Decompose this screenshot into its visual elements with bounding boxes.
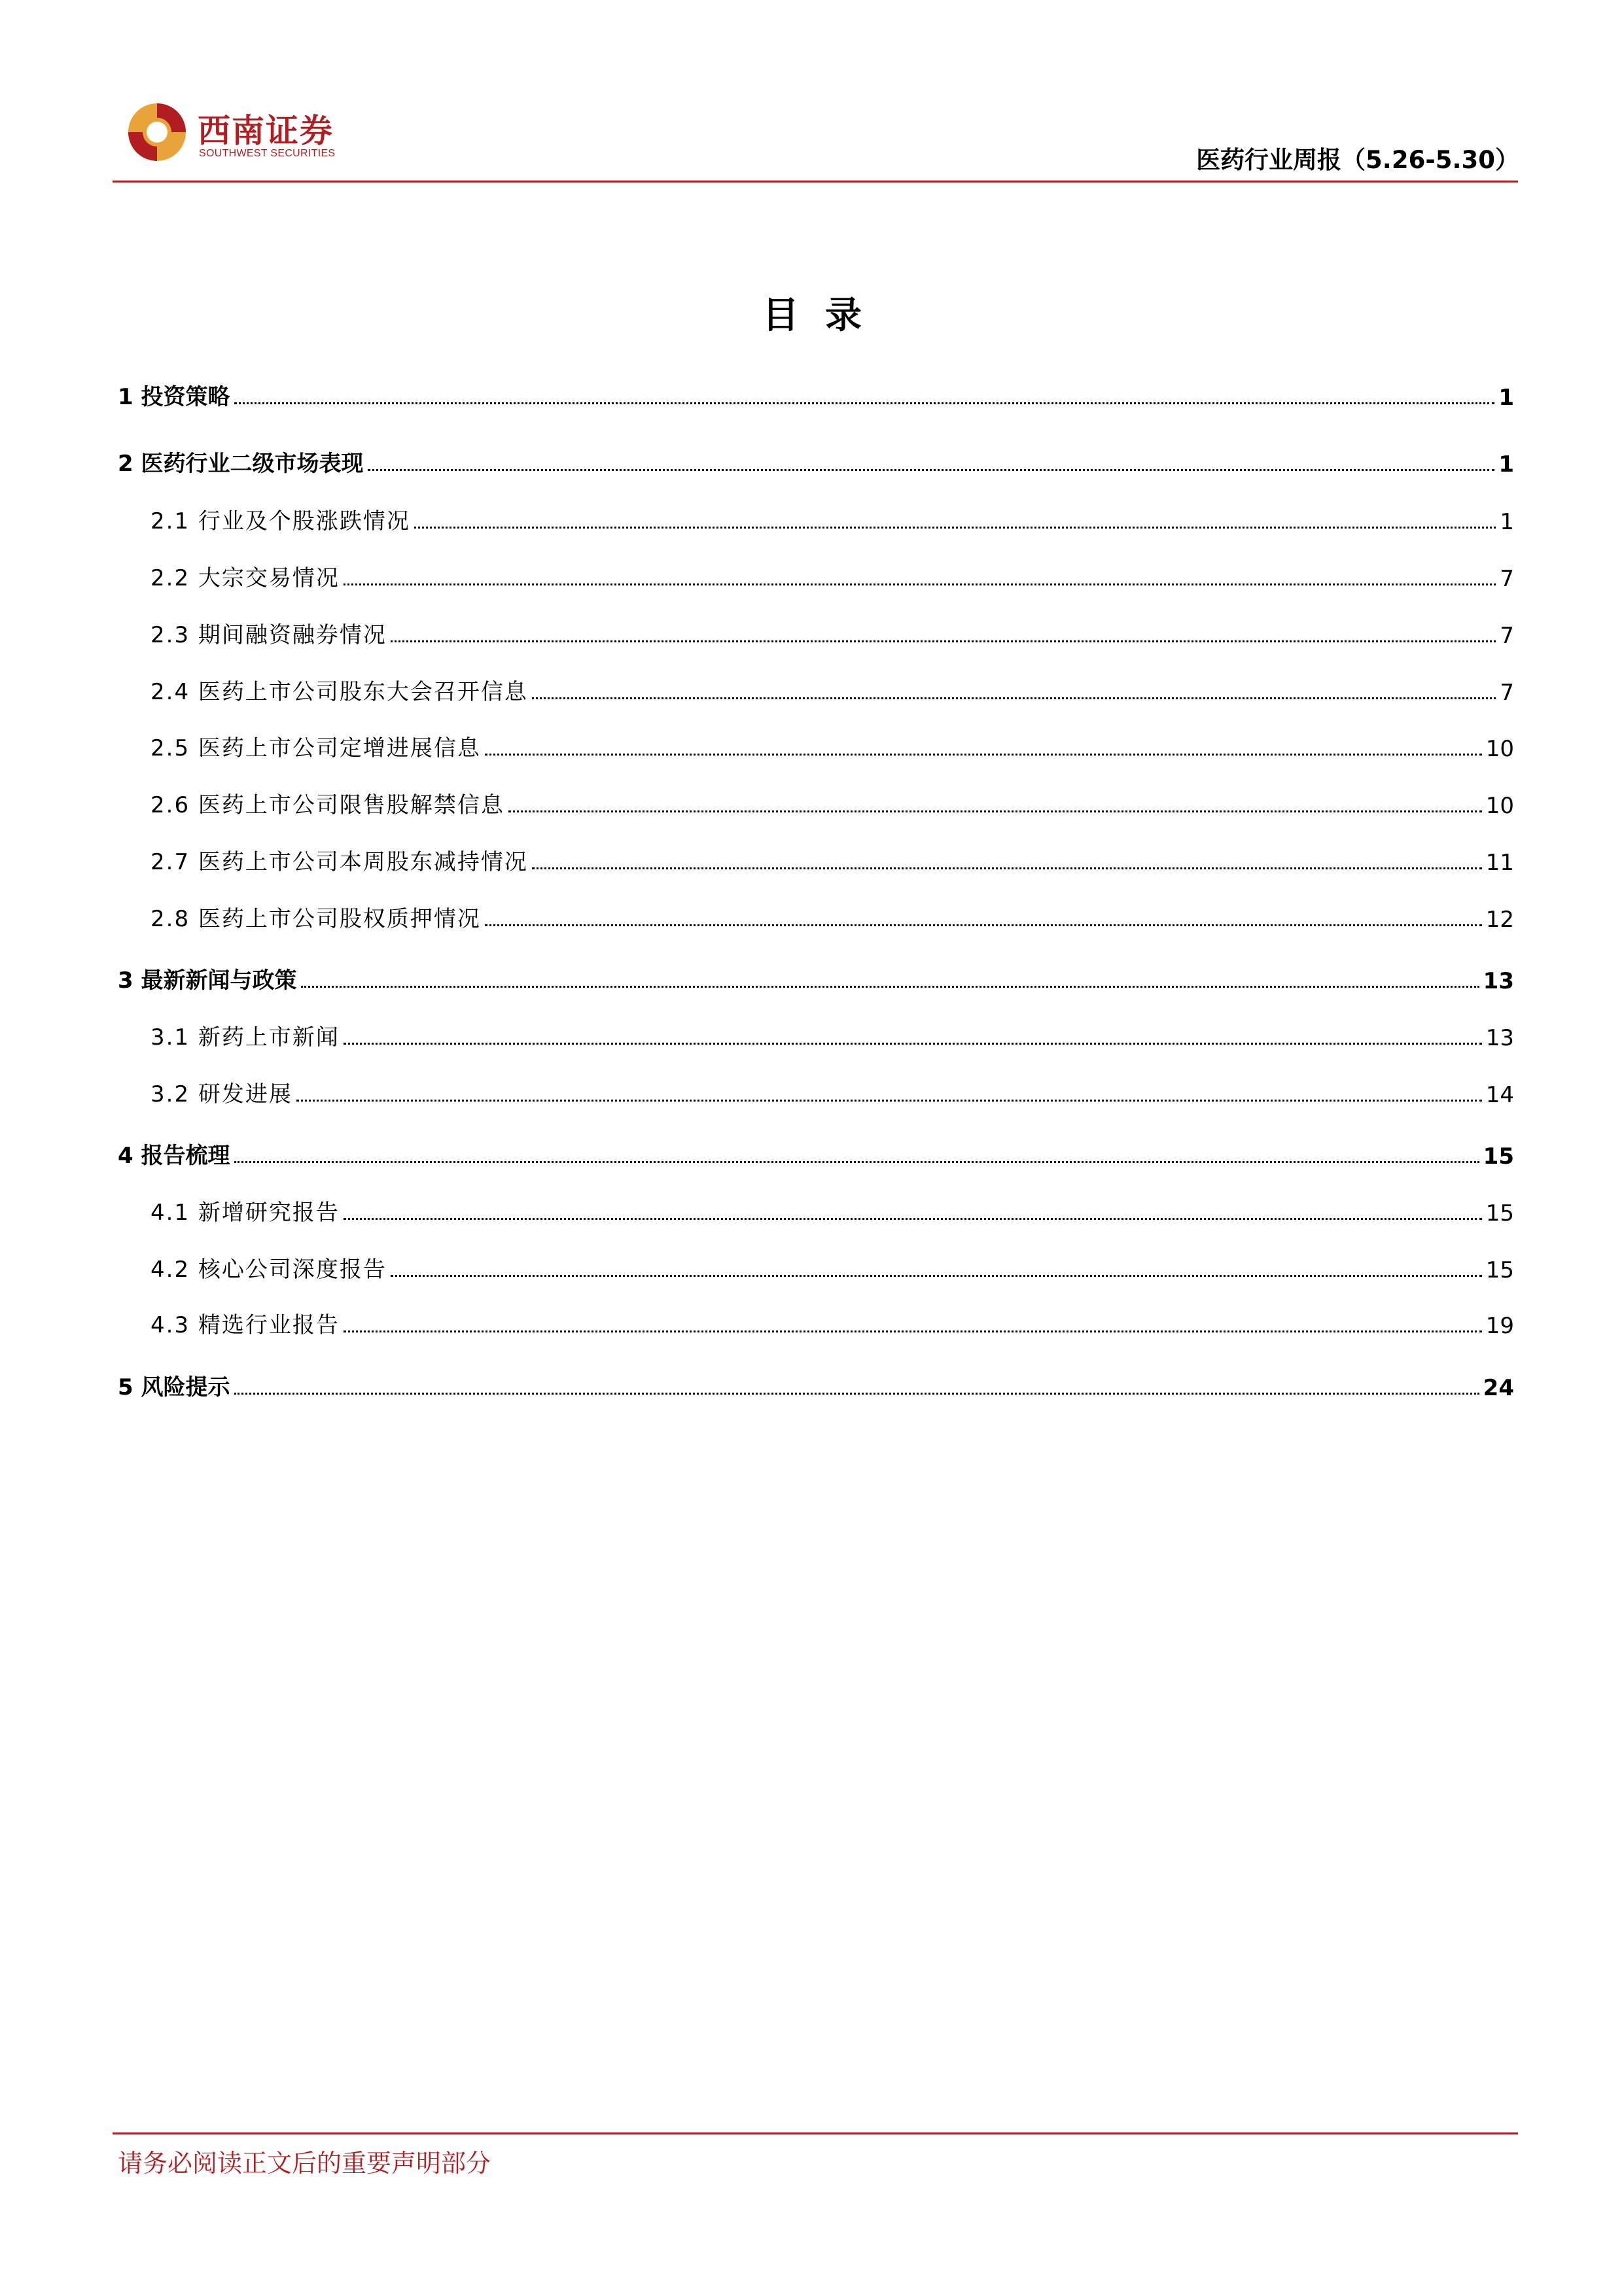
toc-page-number: 12 bbox=[1485, 907, 1514, 933]
toc-entry-label: 2.5 医药上市公司定增进展信息 bbox=[150, 735, 481, 761]
toc-subsection-entry[interactable] bbox=[118, 1075, 1514, 1108]
toc-dot-leader bbox=[344, 583, 1496, 585]
toc-page-number: 19 bbox=[1485, 1313, 1514, 1339]
toc-subsection-entry[interactable] bbox=[118, 502, 1514, 535]
toc-title: 目录 bbox=[762, 294, 888, 337]
company-logo bbox=[124, 97, 334, 169]
toc-page-number: 15 bbox=[1485, 1257, 1514, 1283]
toc-subsection-entry[interactable] bbox=[118, 1251, 1514, 1283]
toc-entry-label: 2.7 医药上市公司本周股东减持情况 bbox=[150, 849, 528, 875]
logo-emblem-icon bbox=[124, 99, 190, 165]
toc-dot-leader bbox=[485, 754, 1482, 756]
toc-page-number: 1 bbox=[1498, 451, 1514, 478]
toc-dot-leader bbox=[532, 867, 1482, 869]
toc-dot-leader bbox=[414, 527, 1496, 529]
toc-section-entry[interactable] bbox=[118, 1137, 1514, 1170]
toc-section-entry[interactable] bbox=[118, 378, 1514, 411]
toc-subsection-entry[interactable] bbox=[118, 1018, 1514, 1051]
toc-page-number: 1 bbox=[1500, 509, 1514, 535]
toc-dot-leader bbox=[234, 1161, 1479, 1163]
toc-section-entry[interactable] bbox=[118, 445, 1514, 478]
toc-page-number: 7 bbox=[1500, 566, 1514, 592]
toc-entry-label: 4.1 新增研究报告 bbox=[150, 1200, 340, 1226]
logo-text-cn: 西南证券 bbox=[198, 111, 334, 150]
toc-entry-label: 2 医药行业二级市场表现 bbox=[118, 451, 364, 477]
toc-section-entry[interactable] bbox=[118, 962, 1514, 994]
toc-dot-leader bbox=[234, 1393, 1479, 1395]
toc-entry-label: 2.8 医药上市公司股权质押情况 bbox=[150, 906, 481, 932]
toc-entry-label: 3.1 新药上市新闻 bbox=[150, 1024, 340, 1051]
toc-page-number: 15 bbox=[1485, 1200, 1514, 1226]
toc-dot-leader bbox=[344, 1331, 1482, 1332]
toc-page-number: 13 bbox=[1483, 968, 1514, 994]
toc-subsection-entry[interactable] bbox=[118, 900, 1514, 933]
toc-page-number: 1 bbox=[1498, 385, 1514, 411]
toc-entry-label: 4.2 核心公司深度报告 bbox=[150, 1257, 387, 1283]
toc-dot-leader bbox=[301, 986, 1479, 988]
toc-page-number: 10 bbox=[1485, 793, 1514, 819]
toc-entry-label: 1 投资策略 bbox=[118, 384, 230, 410]
toc-entry-label: 2.4 医药上市公司股东大会召开信息 bbox=[150, 679, 528, 705]
toc-subsection-entry[interactable] bbox=[118, 729, 1514, 762]
toc-entry-label: 3.2 研发进展 bbox=[150, 1081, 292, 1107]
toc-section-entry[interactable] bbox=[118, 1368, 1514, 1401]
toc-page-number: 14 bbox=[1485, 1082, 1514, 1108]
toc-subsection-entry[interactable] bbox=[118, 1306, 1514, 1339]
toc-subsection-entry[interactable] bbox=[118, 786, 1514, 819]
toc-page-number: 11 bbox=[1485, 850, 1514, 876]
toc-dot-leader bbox=[368, 469, 1495, 471]
toc-subsection-entry[interactable] bbox=[118, 1194, 1514, 1226]
toc-entry-label: 4.3 精选行业报告 bbox=[150, 1312, 340, 1338]
toc-page-number: 13 bbox=[1485, 1025, 1514, 1051]
toc-dot-leader bbox=[344, 1218, 1482, 1220]
toc-dot-leader bbox=[508, 810, 1482, 812]
toc-page-number: 15 bbox=[1483, 1143, 1514, 1170]
toc-page-number: 7 bbox=[1500, 623, 1514, 649]
toc-entry-label: 3 最新新闻与政策 bbox=[118, 967, 297, 994]
toc-subsection-entry[interactable] bbox=[118, 616, 1514, 649]
disclaimer-note: 请务必阅读正文后的重要声明部分 bbox=[118, 2149, 491, 2178]
toc-dot-leader bbox=[391, 640, 1496, 642]
toc-subsection-entry[interactable] bbox=[118, 673, 1514, 706]
toc-entry-label: 5 风险提示 bbox=[118, 1374, 230, 1400]
toc-dot-leader bbox=[391, 1275, 1482, 1277]
toc-subsection-entry[interactable] bbox=[118, 559, 1514, 592]
toc-entry-label: 2.2 大宗交易情况 bbox=[150, 565, 340, 591]
toc-entry-label: 2.1 行业及个股涨跌情况 bbox=[150, 508, 410, 534]
toc-page-number: 7 bbox=[1500, 680, 1514, 706]
logo-text-en: SOUTHWEST SECURITIES bbox=[199, 148, 336, 159]
toc-dot-leader bbox=[485, 924, 1482, 926]
report-title: 医药行业周报（5.26-5.30） bbox=[1196, 146, 1519, 174]
toc-page-number: 10 bbox=[1485, 736, 1514, 762]
toc-page-number: 24 bbox=[1483, 1375, 1514, 1401]
toc-entry-label: 4 报告梳理 bbox=[118, 1143, 230, 1169]
toc-dot-leader bbox=[234, 402, 1495, 404]
toc-entry-label: 2.6 医药上市公司限售股解禁信息 bbox=[150, 792, 504, 818]
toc-dot-leader bbox=[532, 697, 1496, 699]
footer-divider bbox=[113, 2132, 1518, 2134]
toc-entry-label: 2.3 期间融资融券情况 bbox=[150, 622, 387, 648]
toc-dot-leader bbox=[344, 1043, 1482, 1045]
toc-dot-leader bbox=[296, 1100, 1482, 1102]
header-divider bbox=[113, 181, 1518, 183]
toc-subsection-entry[interactable] bbox=[118, 843, 1514, 876]
